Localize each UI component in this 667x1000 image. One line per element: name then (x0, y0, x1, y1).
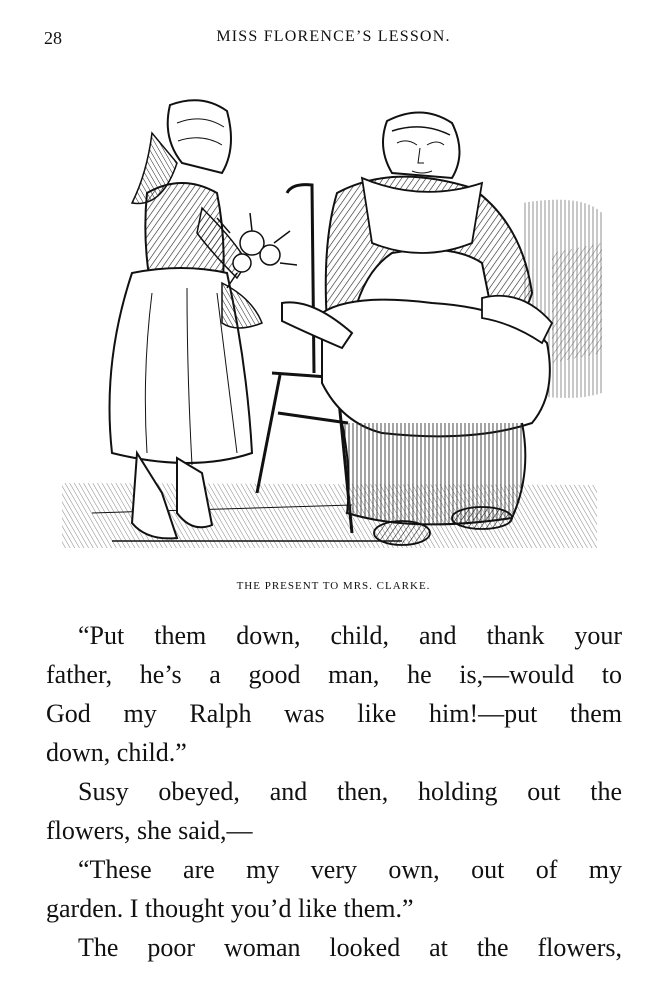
text-line: father, he’s a good man, he is,—would to (46, 660, 622, 689)
text-line: The poor woman looked at the flowers, (78, 933, 622, 962)
text-line: flowers, she said,— (46, 816, 253, 845)
page-number: 28 (44, 28, 62, 48)
girl-figure (110, 100, 263, 538)
illustration-caption: THE PRESENT TO MRS. CLARKE. (236, 580, 431, 592)
old-woman-figure (282, 112, 552, 545)
text-line: Susy obeyed, and then, holding out the (78, 777, 622, 806)
text-line: “These are my very own, out of my (78, 855, 622, 884)
text-line: “Put them down, child, and thank your (78, 621, 622, 650)
body-text (46, 616, 622, 967)
text-line: garden. I thought you’d like them.” (46, 894, 414, 923)
text-line: down, child.” (46, 738, 187, 767)
text-line: God my Ralph was like him!—put them (46, 699, 622, 728)
page-header (0, 28, 667, 52)
engraving-illustration (52, 93, 612, 561)
running-title: MISS FLORENCE’S LESSON. (216, 28, 451, 45)
